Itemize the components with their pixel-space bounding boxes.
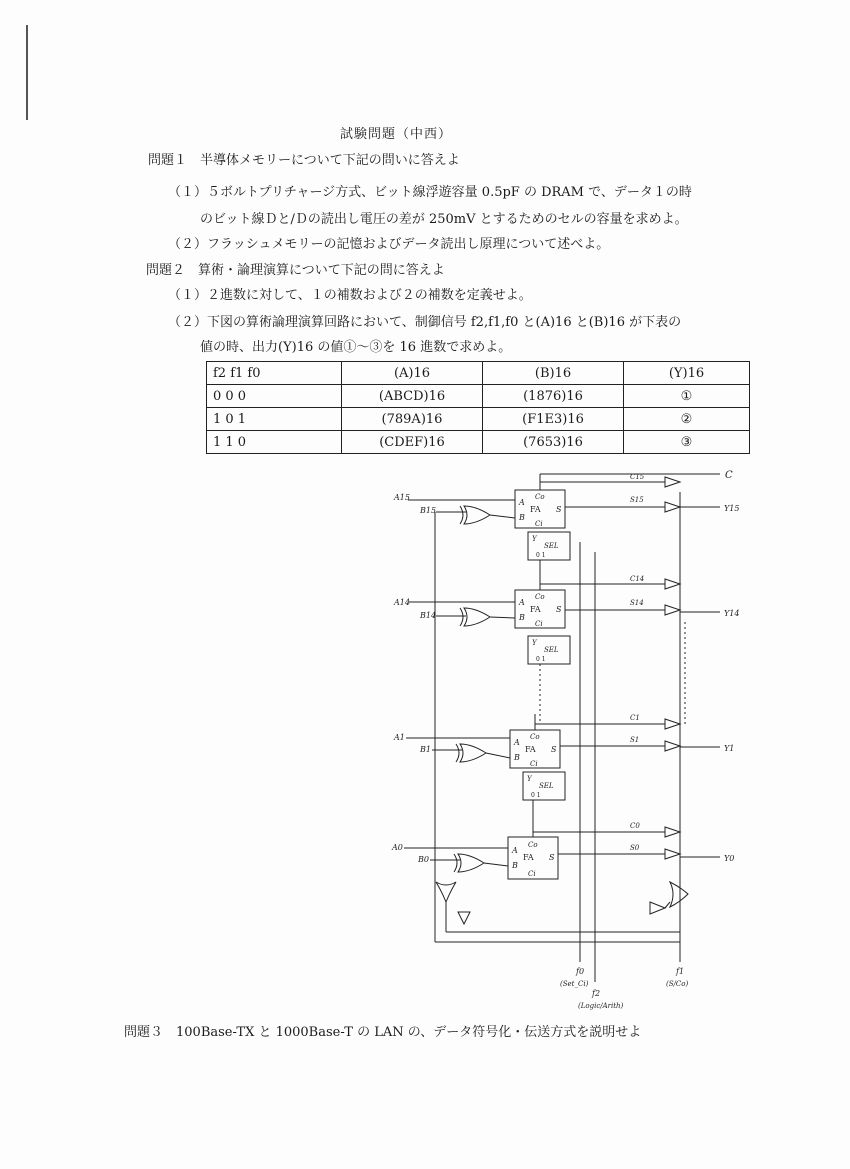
input-b0-label: B0 (418, 855, 429, 864)
fa-co-label: Co (535, 593, 545, 601)
fa-b-label: B (519, 513, 525, 522)
buffer-s1 (665, 741, 680, 751)
buffer-c1 (665, 719, 680, 729)
fa-label: FA (525, 745, 536, 754)
fa-a-label: A (514, 738, 520, 747)
table-cell: ② (624, 408, 750, 431)
fa-s-label: S (556, 505, 562, 514)
xor-gate-14 (464, 608, 490, 626)
fa-b-label: B (512, 861, 518, 870)
table-header: (B)16 (483, 362, 624, 385)
fa-ci-label: Ci (535, 620, 543, 628)
table-cell: (CDEF)16 (342, 431, 483, 454)
control-f2-label: f2 (592, 989, 601, 998)
sum-s14-label: S14 (630, 599, 644, 607)
fa-ci-label: Ci (535, 520, 543, 528)
table-header: (A)16 (342, 362, 483, 385)
sel-y-label: Y (532, 535, 537, 543)
carry-c14-label: C14 (630, 575, 645, 583)
q1-part1-line1: （１）５ボルトプリチャージ方式、ビット線浮遊容量 0.5pF の DRAM で、データ１の時 (168, 185, 692, 200)
carry-c0-label: C0 (630, 822, 640, 830)
control-f1-desc: (S/Co) (666, 980, 689, 988)
output-y14-label: Y14 (724, 609, 740, 618)
table-row (207, 408, 750, 431)
output-y1-label: Y1 (724, 744, 735, 753)
fa-a-label: A (519, 598, 525, 607)
buffer-c0 (665, 827, 680, 837)
carry-c1-label: C1 (630, 714, 640, 722)
table-row (207, 431, 750, 454)
fa-label: FA (530, 605, 541, 614)
fa-a-label: A (519, 498, 525, 507)
stage-14 (393, 560, 739, 664)
table-cell: ③ (624, 431, 750, 454)
table-header: f2 f1 f0 (207, 362, 342, 385)
q1-part2: （２）フラッシュメモリーの記憶およびデータ読出し原理について述べよ。 (168, 237, 610, 252)
or-gate-ci (436, 882, 456, 902)
sel-01-label: 0 1 (531, 792, 541, 799)
alu-circuit-diagram (380, 462, 780, 1022)
fa-s-label: S (549, 853, 555, 862)
output-y15-label: Y15 (724, 504, 740, 513)
input-a1-label: A1 (394, 733, 405, 742)
table-row (207, 385, 750, 408)
fa-ci-label: Ci (530, 760, 538, 768)
input-b1-label: B1 (420, 745, 431, 754)
stage-1 (393, 714, 734, 800)
xor-gate-15 (464, 506, 490, 524)
table-cell: (1876)16 (483, 385, 624, 408)
page-title: 試験問題（中西） (340, 127, 453, 142)
fa-b-label: B (514, 753, 520, 762)
fa-s-label: S (551, 745, 557, 754)
input-a0-label: A0 (392, 843, 403, 852)
stage-0 (391, 800, 734, 932)
buffer-f1 (650, 902, 665, 914)
table-header-row (207, 362, 750, 385)
buffer-s0 (665, 849, 680, 859)
carry-out-label: C (725, 470, 733, 481)
fa-a-label: A (512, 846, 518, 855)
buffer-c14 (665, 579, 680, 589)
q3-text: 問題３ 100Base-TX と 1000Base-T の LAN の、データ符号化・伝送方式を説明せよ (124, 1025, 642, 1040)
sel-01-label: 0 1 (536, 656, 546, 663)
sum-s0-label: S0 (630, 844, 640, 852)
input-a15-label: A15 (394, 493, 410, 502)
scan-margin-line (26, 25, 28, 120)
fa-co-label: Co (528, 841, 538, 849)
control-f0-label: f0 (576, 967, 585, 976)
input-a14-label: A14 (394, 598, 410, 607)
fa-co-label: Co (535, 493, 545, 501)
xor-gate-1 (460, 744, 486, 762)
or-gate-f1 (670, 882, 688, 907)
control-signal-table (206, 361, 750, 454)
table-cell: 0 0 0 (207, 385, 342, 408)
buffer-s15 (665, 502, 680, 512)
table-cell: 1 0 1 (207, 408, 342, 431)
table-cell: (7653)16 (483, 431, 624, 454)
q2-heading: 問題２ 算術・論理演算について下記の問に答えよ (146, 263, 445, 278)
fa-b-label: B (519, 613, 525, 622)
xor-gate-0 (458, 854, 484, 872)
stage-15 (393, 473, 739, 560)
q1-part1-line2: のビット線Ｄと/Ｄの読出し電圧の差が 250mV とするためのセルの容量を求めよ。 (200, 212, 688, 227)
inverter (458, 912, 470, 924)
sel-y-label: Y (527, 775, 532, 783)
sel-y-label: Y (532, 639, 537, 647)
output-y0-label: Y0 (724, 854, 735, 863)
control-f1-label: f1 (676, 967, 685, 976)
control-f2-desc: (Logic/Arith) (578, 1002, 624, 1010)
sel-label: SEL (539, 782, 554, 790)
q2-part1: （１）２進数に対して、１の補数および２の補数を定義せよ。 (168, 288, 532, 303)
buffer-s14 (665, 605, 680, 615)
carry-c15-label: C15 (630, 473, 645, 481)
fa-label: FA (530, 505, 541, 514)
sum-s15-label: S15 (630, 496, 644, 504)
buffer-c15 (665, 477, 680, 487)
table-cell: (789A)16 (342, 408, 483, 431)
table-cell: 1 1 0 (207, 431, 342, 454)
q2-part2-line1: （２）下図の算術論理演算回路において、制御信号 f2,f1,f0 と(A)16 と(B)16 が下表の (168, 315, 682, 330)
sum-s1-label: S1 (630, 736, 640, 744)
q2-part2-line2: 値の時、出力(Y)16 の値①～③を 16 進数で求めよ。 (200, 340, 512, 355)
fa-s-label: S (556, 605, 562, 614)
input-b15-label: B15 (420, 506, 437, 515)
control-f0-desc: (Set_Ci) (560, 980, 589, 988)
sel-label: SEL (544, 646, 559, 654)
fa-co-label: Co (530, 733, 540, 741)
table-cell: (ABCD)16 (342, 385, 483, 408)
input-b14-label: B14 (420, 611, 437, 620)
q1-heading: 問題１ 半導体メモリーについて下記の問いに答えよ (148, 153, 460, 168)
table-cell: ① (624, 385, 750, 408)
sel-label: SEL (544, 542, 559, 550)
sel-01-label: 0 1 (536, 552, 546, 559)
table-cell: (F1E3)16 (483, 408, 624, 431)
fa-ci-label: Ci (528, 870, 536, 878)
table-header: (Y)16 (624, 362, 750, 385)
fa-label: FA (523, 853, 534, 862)
